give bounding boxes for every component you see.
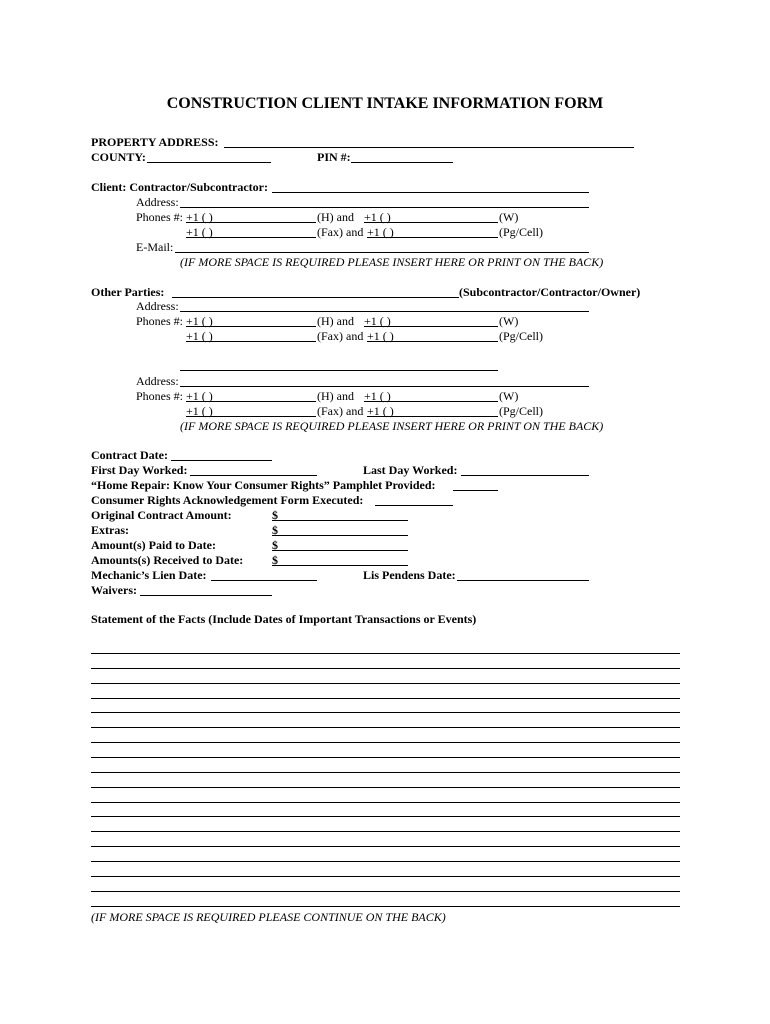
received-label: Amounts(s) Received to Date: (91, 553, 244, 567)
original-amount-label: Original Contract Amount: (91, 508, 232, 522)
other-party-2-work-label: (W) (499, 389, 519, 403)
ack-form-field[interactable] (375, 505, 453, 506)
other-party-2-home-phone-field[interactable] (186, 401, 316, 402)
extras-label: Extras: (91, 523, 129, 537)
lis-pendens-field[interactable] (457, 580, 589, 581)
statement-continue-note: (IF MORE SPACE IS REQUIRED PLEASE CONTINUE ON THE BACK) (91, 910, 446, 924)
pin-label: PIN #: (317, 150, 351, 164)
waivers-field[interactable] (140, 595, 272, 596)
other-party-1-fax-field[interactable] (186, 341, 316, 342)
other-party-2-cell-phone-prefix: +1 ( ) (367, 404, 394, 418)
other-party-1-fax-label: (Fax) and (317, 329, 364, 343)
property-address-field[interactable] (224, 147, 634, 148)
client-name-field[interactable] (272, 192, 589, 193)
client-email-field[interactable] (175, 252, 589, 253)
client-work-label: (W) (499, 210, 519, 224)
county-label: COUNTY: (91, 150, 146, 164)
other-party-2-home-phone-prefix: +1 ( ) (186, 389, 213, 403)
other-party-1-cell-field[interactable] (367, 341, 498, 342)
contract-date-field[interactable] (171, 460, 272, 461)
property-address-label: PROPERTY ADDRESS: (91, 135, 219, 149)
lien-date-field[interactable] (211, 580, 317, 581)
lis-pendens-label: Lis Pendens Date: (363, 568, 456, 582)
client-fax-label: (Fax) and (317, 225, 364, 239)
other-party-2-fax-phone-prefix: +1 ( ) (186, 404, 213, 418)
other-party-2-address-label: Address: (136, 374, 179, 388)
statement-line[interactable] (91, 787, 680, 788)
client-address-field[interactable] (180, 207, 589, 208)
other-party-2-address-field[interactable] (180, 386, 589, 387)
client-email-label: E-Mail: (136, 240, 174, 254)
client-more-space-note: (IF MORE SPACE IS REQUIRED PLEASE INSERT HERE OR PRINT ON THE BACK) (180, 255, 604, 269)
other-party-1-work-phone-prefix: +1 ( ) (364, 314, 391, 328)
client-work-phone-field[interactable] (364, 222, 498, 223)
statement-line[interactable] (91, 861, 680, 862)
statement-line[interactable] (91, 712, 680, 713)
pamphlet-label: “Home Repair: Know Your Consumer Rights” Pamphlet Provided: (91, 478, 436, 492)
statement-line[interactable] (91, 668, 680, 669)
client-phones-label: Phones #: (136, 210, 184, 224)
client-home-phone-prefix: +1 ( ) (186, 210, 213, 224)
other-party-2-home-label: (H) and (317, 389, 354, 403)
client-cell-field[interactable] (367, 237, 498, 238)
other-party-1-fax-phone-prefix: +1 ( ) (186, 329, 213, 343)
pin-field[interactable] (351, 162, 453, 163)
other-party-2-work-phone-field[interactable] (364, 401, 498, 402)
pamphlet-field[interactable] (453, 490, 498, 491)
other-party-1-home-phone-field[interactable] (186, 326, 316, 327)
other-party-2-fax-label: (Fax) and (317, 404, 364, 418)
other-party-1-phones-label: Phones #: (136, 314, 184, 328)
statement-line[interactable] (91, 727, 680, 728)
paid-field[interactable] (272, 550, 408, 551)
other-party-2-cell-label: (Pg/Cell) (499, 404, 543, 418)
original-amount-field[interactable] (272, 520, 408, 521)
statement-label: Statement of the Facts (Include Dates of Important Transactions or Events) (91, 612, 477, 626)
paid-currency: $ (272, 538, 278, 552)
client-address-label: Address: (136, 195, 179, 209)
received-field[interactable] (272, 565, 408, 566)
client-fax-field[interactable] (186, 237, 316, 238)
other-party-1-home-label: (H) and (317, 314, 354, 328)
other-party-name-field[interactable] (172, 297, 459, 298)
client-work-phone-prefix: +1 ( ) (364, 210, 391, 224)
page-title: CONSTRUCTION CLIENT INTAKE INFORMATION FORM (166, 95, 604, 112)
other-party-1-address-field[interactable] (180, 311, 589, 312)
client-label: Client: Contractor/Subcontractor: (91, 180, 268, 194)
other-party-1-work-phone-field[interactable] (364, 326, 498, 327)
statement-line[interactable] (91, 698, 680, 699)
received-currency: $ (272, 553, 278, 567)
client-home-label: (H) and (317, 210, 354, 224)
client-cell-phone-prefix: +1 ( ) (367, 225, 394, 239)
other-party-2-phones-label: Phones #: (136, 389, 184, 403)
ack-form-label: Consumer Rights Acknowledgement Form Executed: (91, 493, 364, 507)
other-party-1-cell-phone-prefix: +1 ( ) (367, 329, 394, 343)
statement-line[interactable] (91, 876, 680, 877)
waivers-label: Waivers: (91, 583, 137, 597)
contract-date-label: Contract Date: (91, 448, 168, 462)
statement-line[interactable] (91, 831, 680, 832)
last-day-field[interactable] (461, 475, 589, 476)
extras-field[interactable] (272, 535, 408, 536)
statement-line[interactable] (91, 683, 680, 684)
first-day-field[interactable] (190, 475, 317, 476)
statement-line[interactable] (91, 816, 680, 817)
statement-line[interactable] (91, 802, 680, 803)
client-home-phone-field[interactable] (186, 222, 316, 223)
other-parties-role-label: (Subcontractor/Contractor/Owner) (459, 285, 641, 299)
statement-line[interactable] (91, 891, 680, 892)
other-party-2-work-phone-prefix: +1 ( ) (364, 389, 391, 403)
other-party-2-fax-field[interactable] (186, 416, 316, 417)
statement-line[interactable] (91, 846, 680, 847)
other-party-1-work-label: (W) (499, 314, 519, 328)
other-parties-more-space-note: (IF MORE SPACE IS REQUIRED PLEASE INSERT HERE OR PRINT ON THE BACK) (180, 419, 604, 433)
extras-currency: $ (272, 523, 278, 537)
statement-line[interactable] (91, 653, 680, 654)
statement-line[interactable] (91, 906, 680, 907)
other-parties-label: Other Parties: (91, 285, 165, 299)
first-day-label: First Day Worked: (91, 463, 188, 477)
paid-label: Amount(s) Paid to Date: (91, 538, 216, 552)
statement-line[interactable] (91, 757, 680, 758)
statement-line[interactable] (91, 772, 680, 773)
client-fax-phone-prefix: +1 ( ) (186, 225, 213, 239)
original-amount-currency: $ (272, 508, 278, 522)
client-cell-label: (Pg/Cell) (499, 225, 543, 239)
other-party-1-cell-label: (Pg/Cell) (499, 329, 543, 343)
statement-line[interactable] (91, 742, 680, 743)
other-party-1-address-label: Address: (136, 299, 179, 313)
other-party-1-home-phone-prefix: +1 ( ) (186, 314, 213, 328)
lien-date-label: Mechanic’s Lien Date: (91, 568, 207, 582)
other-party-2-name-field[interactable] (180, 370, 498, 371)
last-day-label: Last Day Worked: (363, 463, 458, 477)
county-field[interactable] (147, 162, 271, 163)
other-party-2-cell-field[interactable] (367, 416, 498, 417)
